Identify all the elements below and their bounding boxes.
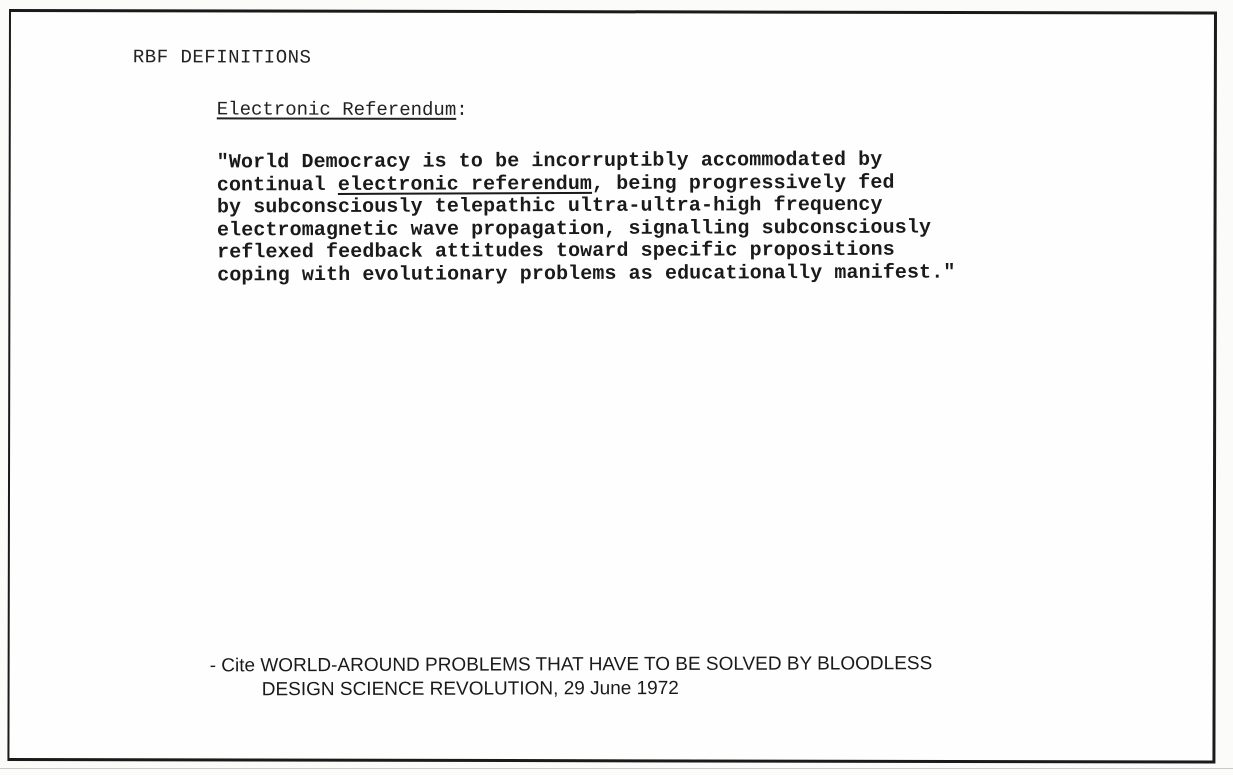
citation-line-1: - Cite WORLD-AROUND PROBLEMS THAT HAVE TO BE SOLVED BY BLOODLESS — [209, 653, 933, 677]
citation-line-2: DESIGN SCIENCE REVOLUTION, 29 June 1972 — [261, 677, 679, 701]
quote-line: "World Democracy is to be incorruptibly accommodated by — [216, 148, 883, 175]
definition-quote — [217, 149, 956, 287]
quote-line: by subconsciously telepathic ultra-ultra-high frequency — [216, 193, 883, 220]
page-edge-rule — [0, 768, 1233, 769]
citation — [210, 652, 933, 702]
term-heading — [217, 98, 468, 121]
term-label: Electronic Referendum — [216, 98, 457, 121]
card-header: RBF DEFINITIONS — [132, 46, 312, 69]
quote-line: reflexed feedback attitudes toward specific propositions — [217, 238, 895, 265]
quote-line-2-start: continual — [216, 173, 338, 197]
quote-underlined-term: electronic referendum — [337, 172, 593, 197]
quote-line: coping with evolutionary problems as educationally manifest." — [217, 260, 956, 287]
definition-card — [7, 9, 1217, 764]
term-suffix: : — [456, 98, 468, 121]
quote-line: electromagnetic wave propagation, signalling subconsciously — [216, 216, 932, 242]
quote-line-2-end: , being progressively fed — [591, 171, 895, 196]
